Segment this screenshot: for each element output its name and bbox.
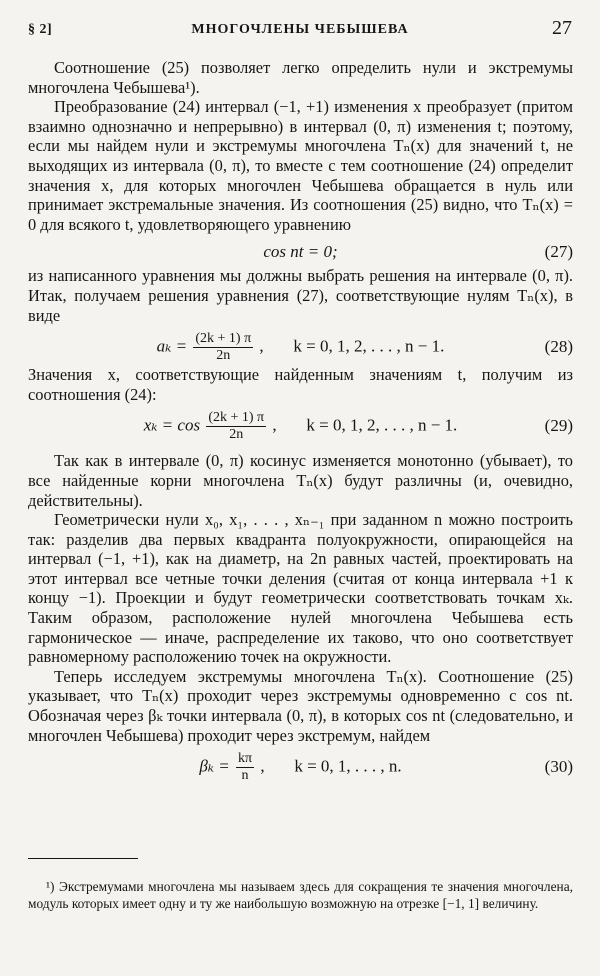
equation-28-rhs: , k = 0, 1, 2, . . . , n − 1. — [259, 336, 445, 356]
equation-29-numerator: (2k + 1) π — [208, 410, 265, 426]
equation-29-fraction — [206, 410, 266, 443]
equation-30-number: (30) — [544, 757, 573, 777]
equation-29 — [28, 404, 573, 444]
paragraph-4: Значения x, соответствующие найденным значениям t, получим из соотношения (24): — [28, 365, 573, 404]
equation-30-rhs: , k = 0, 1, . . . , n. — [260, 756, 402, 776]
equation-28-denominator: 2n — [216, 348, 231, 364]
equation-29-lhs: xₖ = cos — [143, 415, 201, 435]
running-header — [28, 14, 572, 44]
footnote-rule — [28, 858, 138, 859]
equation-29-rhs: , k = 0, 1, 2, . . . , n − 1. — [272, 415, 458, 435]
page-number: 27 — [552, 17, 572, 39]
paragraph-1: Соотношение (25) позволяет легко определить нули и экстремумы многочлена Чебышева¹). — [28, 58, 573, 97]
equation-30 — [28, 745, 573, 785]
equation-30-lhs: βₖ = — [199, 756, 230, 776]
equation-27-number: (27) — [544, 242, 573, 262]
equation-29-number: (29) — [544, 416, 573, 436]
equation-30-fraction — [236, 751, 254, 784]
equation-29-denominator: 2n — [229, 427, 244, 443]
equation-28-fraction — [193, 331, 253, 364]
paragraph-5: Так как в интервале (0, π) косинус изменяется монотонно (убывает), то все найденные корни многочлена Tₙ(x) будут различны (и, очевидно, действительны). — [28, 451, 573, 510]
equation-30-numerator: kπ — [237, 751, 253, 767]
equation-27-body: cos nt = 0; — [263, 242, 338, 262]
equation-28-lhs: aₖ = — [156, 336, 188, 356]
paragraph-6: Геометрически нули x₀, x₁, . . . , xₙ₋₁ при заданном n можно построить так: разделив два первых квадранта полуокружности, опирающейся на интервал (−1, +1), как на диаметр, на 2n равных частей, проектировать на этот интервал все четные точки деления (считая от конца интервала +1 к концу −1). Проекции и будут геометрически соответствовать точкам xₖ. Таким образом, расположение нулей многочлена Чебышева есть гармоническое — иначе, распределение их таково, что оно соответствует равномерному расположению точек на окружности. — [28, 510, 573, 667]
page-body — [28, 58, 573, 785]
equation-28-number: (28) — [544, 337, 573, 357]
paragraph-2: Преобразование (24) интервал (−1, +1) изменения x преобразует (притом взаимно однозначно и непрерывно) в интервал (0, π) изменения t; поэтому, если мы найдем нули и экстремумы многочлена Tₙ(x) для значений t, не выходящих из интервала (0, π), то вместе с тем соотношение (24) определит значения x, для которых многочлен Чебышева обращается в нуль или принимает экстремальные значения. Из соотношения (25) видно, что Tₙ(x) = 0 для всякого t, удовлетворяющего уравнению — [28, 97, 573, 234]
equation-30-denominator: n — [241, 768, 249, 784]
paragraph-7: Теперь исследуем экстремумы многочлена Tₙ(x). Соотношение (25) указывает, что Tₙ(x) проходит через экстремумы одновременно с cos nt. Обозначая через βₖ точки интервала (0, π), в которых cos nt (следовательно, и многочлен Чебышева) проходит через экстремум, найдем — [28, 666, 573, 745]
equation-28-numerator: (2k + 1) π — [195, 331, 252, 347]
running-title: МНОГОЧЛЕНЫ ЧЕБЫШЕВА — [191, 22, 409, 37]
equation-28 — [28, 325, 573, 365]
equation-27 — [28, 234, 573, 266]
paragraph-3: из написанного уравнения мы должны выбрать решения на интервале (0, π). Итак, получаем решения уравнения (27), соответствующие нулям Tₙ(x), в виде — [28, 266, 573, 325]
footnote: ¹) Экстремумами многочлена мы называем здесь для сокращения те значения многочлена, модуль которых имеет одну и ту же наибольшую возможную на отрезке [−1, 1] величину. — [28, 879, 573, 911]
section-marker: § 2] — [28, 22, 53, 37]
